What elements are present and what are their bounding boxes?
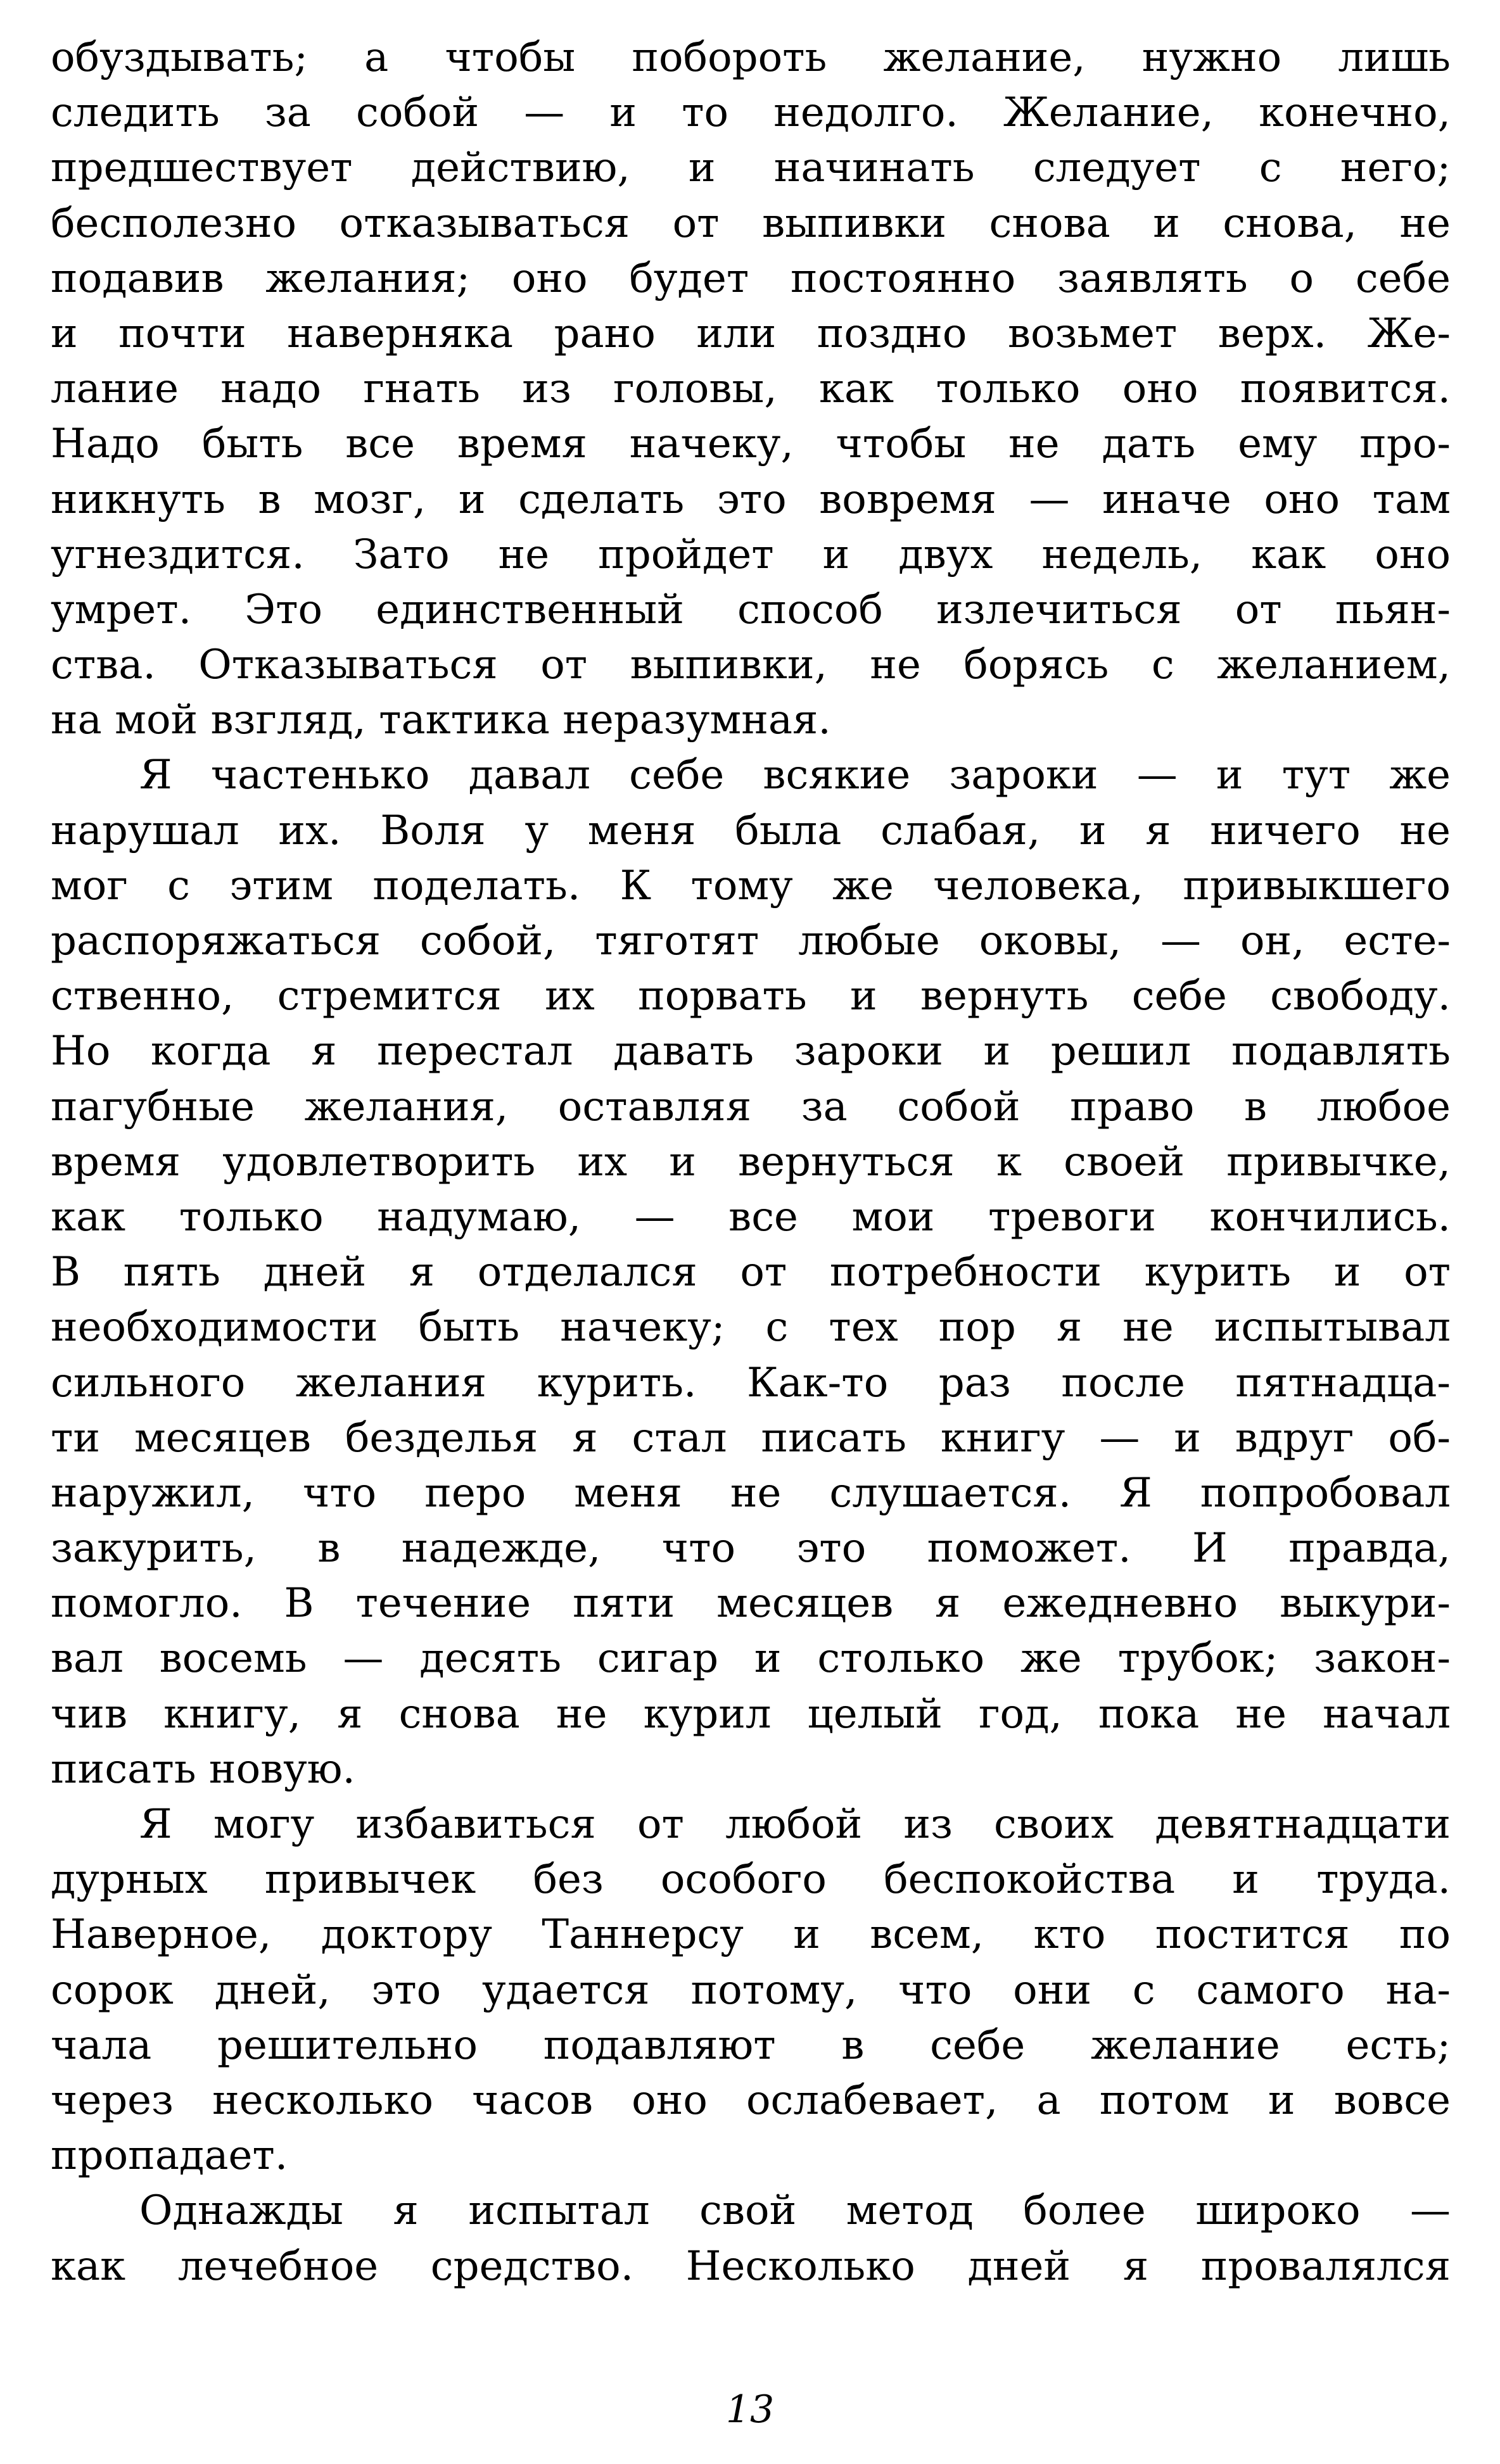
- text-line: обуздывать; а чтобы побороть желание, нужно лишь: [51, 34, 1451, 81]
- text-line: Но когда я перестал давать зароки и решил подавлять: [51, 1028, 1451, 1075]
- text-line: наружил, что перо меня не слушается. Я попробовал: [51, 1469, 1451, 1517]
- page-number: 13: [725, 2387, 775, 2432]
- text-line: Надо быть все время начеку, чтобы не дать ему про-: [51, 420, 1451, 468]
- text-line: бесполезно отказываться от выпивки снова и снова, не: [51, 199, 1451, 247]
- text-line: распоряжаться собой, тяготят любые оковы, — он, есте-: [51, 918, 1451, 964]
- text-line: время удовлетворить их и вернуться к своей привычке,: [51, 1138, 1451, 1185]
- text-line: умрет. Это единственный способ излечиться от пьян-: [51, 586, 1451, 633]
- text-line: нарушал их. Воля у меня была слабая, и я ничего не: [51, 807, 1451, 854]
- text-line: чала решительно подавляют в себе желание есть;: [51, 2021, 1451, 2069]
- text-line: как лечебное средство. Несколько дней я провалялся: [51, 2242, 1451, 2290]
- text-line: чив книгу, я снова не курил целый год, пока не начал: [51, 1690, 1451, 1738]
- text-line: В пять дней я отделался от потребности курить и от: [51, 1249, 1451, 1296]
- text-line: Я могу избавиться от любой из своих девятнадцати: [139, 1801, 1451, 1848]
- text-line: сильного желания курить. Как-то раз после пятнадца-: [51, 1359, 1451, 1406]
- body-text: [51, 30, 1451, 2294]
- text-line: Я частенько давал себе всякие зароки — и тут же: [139, 752, 1451, 799]
- text-line: и почти наверняка рано или поздно возьмет верх. Же-: [51, 310, 1451, 357]
- text-line: вал восемь — десять сигар и столько же трубок; закон-: [51, 1635, 1451, 1683]
- text-line: Однажды я испытал свой метод более широко —: [139, 2187, 1451, 2235]
- text-line: писать новую.: [51, 1745, 355, 1793]
- text-line: Наверное, доктору Таннерсу и всем, кто постится по: [51, 1911, 1451, 1959]
- text-line: никнуть в мозг, и сделать это вовремя — иначе оно там: [51, 476, 1451, 523]
- text-line: подавив желания; оно будет постоянно заявлять о себе: [51, 255, 1451, 302]
- text-line: помогло. В течение пяти месяцев я ежедневно выкури-: [51, 1580, 1451, 1627]
- text-line: лание надо гнать из головы, как только оно появится.: [51, 365, 1451, 413]
- text-line: следить за собой — и то недолго. Желание, конечно,: [51, 89, 1451, 137]
- text-line: ства. Отказываться от выпивки, не борясь с желанием,: [51, 641, 1451, 689]
- text-line: как только надумаю, — все мои тревоги кончились.: [51, 1193, 1451, 1241]
- text-line: на мой взгляд, тактика неразумная.: [51, 697, 831, 744]
- text-line: закурить, в надежде, что это поможет. И правда,: [51, 1525, 1451, 1572]
- text-line: необходимости быть начеку; с тех пор я не испытывал: [51, 1304, 1451, 1351]
- text-line: ственно, стремится их порвать и вернуть себе свободу.: [51, 973, 1451, 1020]
- text-line: угнездится. Зато не пройдет и двух недель, как оно: [51, 531, 1451, 578]
- text-line: ти месяцев безделья я стал писать книгу — и вдруг об-: [51, 1414, 1451, 1462]
- text-line: пагубные желания, оставляя за собой право в любое: [51, 1083, 1451, 1130]
- text-line: дурных привычек без особого беспокойства и труда.: [51, 1856, 1451, 1904]
- text-line: через несколько часов оно ослабевает, а потом и вовсе: [51, 2076, 1451, 2124]
- text-line: пропадает.: [51, 2132, 288, 2180]
- text-line: предшествует действию, и начинать следует с него;: [51, 144, 1451, 192]
- text-line: сорок дней, это удается потому, что они с самого на-: [51, 1966, 1451, 2014]
- text-line: мог с этим поделать. К тому же человека, привыкшего: [51, 862, 1451, 909]
